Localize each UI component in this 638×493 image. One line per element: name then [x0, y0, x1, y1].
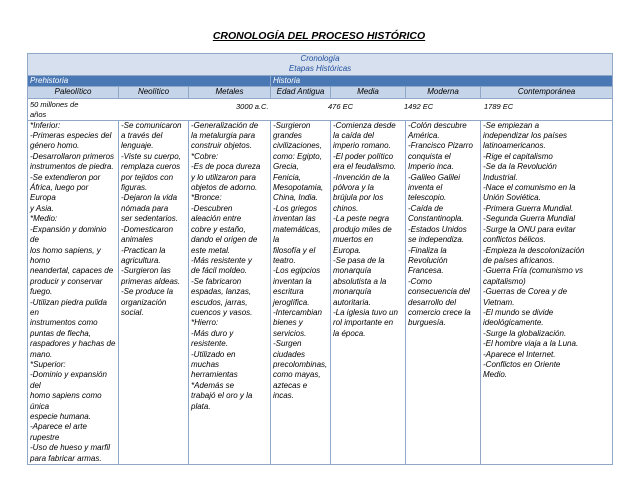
- list-item: telescopio.: [408, 193, 447, 203]
- list-item: Revolución: [408, 255, 448, 265]
- list-item: -Se produce la: [121, 287, 174, 297]
- list-item: animales: [121, 235, 154, 245]
- list-item: -Finaliza la: [408, 245, 447, 255]
- list-item: filosofía y el: [273, 245, 316, 255]
- list-item: *Inferior:: [30, 120, 61, 130]
- column-moderna: [406, 120, 481, 464]
- list-item: *Cobre:: [191, 151, 219, 161]
- list-item: -Se empiezan a: [483, 120, 540, 130]
- period-contemporanea: Contemporánea: [481, 87, 613, 98]
- list-item: -Rige el capitalismo: [483, 151, 553, 161]
- list-item: pólvora y la: [333, 183, 374, 193]
- list-item: -Colón descubre: [408, 120, 467, 130]
- list-item: servicios.: [273, 328, 307, 338]
- date-start: 50 millones de años: [30, 99, 79, 120]
- list-item: a través del: [121, 131, 163, 141]
- era-prehistoria: Prehistoria: [28, 75, 271, 86]
- list-item: de fácil moldeo.: [191, 266, 248, 276]
- list-item: -La iglesia tuvo un: [333, 307, 398, 317]
- list-item: organización: [121, 297, 167, 307]
- list-item: -Descubren: [191, 203, 233, 213]
- list-item: *Bronce:: [191, 193, 222, 203]
- list-item: género homo.: [30, 141, 80, 151]
- list-item: inventan las: [273, 214, 316, 224]
- list-item: resistente.: [191, 339, 228, 349]
- period-paleolitico: Paleolítico: [28, 87, 119, 98]
- list-item: -Uso de hueso y marfil: [30, 443, 111, 453]
- list-item: -Más duro y: [191, 328, 234, 338]
- list-item: América.: [408, 131, 440, 141]
- list-item: monarquía: [333, 287, 372, 297]
- list-item: conflictos bélicos.: [483, 235, 546, 245]
- list-item: era el feudalismo.: [333, 162, 397, 172]
- list-item: Mesopotamia,: [273, 183, 324, 193]
- list-item: brújula por los: [333, 193, 384, 203]
- list-item: absolutista a la: [333, 276, 387, 286]
- list-item: -Caída de: [408, 203, 444, 213]
- list-item: -Es de poca dureza: [191, 162, 261, 172]
- list-item: como: Egipto,: [273, 151, 322, 161]
- list-item: nómada para: [121, 203, 169, 213]
- list-item: -Domesticaron: [121, 224, 174, 234]
- list-item: grandes: [273, 131, 302, 141]
- list-item: la caída del: [333, 131, 374, 141]
- list-item: Francesa.: [408, 266, 444, 276]
- list-item: la metalurgia para: [191, 131, 256, 141]
- list-item: -Se comunicaron: [121, 120, 182, 130]
- list-item: construir objetos.: [191, 141, 252, 151]
- list-item: especie humana.: [30, 412, 91, 421]
- list-item: producir y conservar: [30, 276, 103, 286]
- list-item: los homo sapiens, y homo: [30, 245, 101, 265]
- table-header: [28, 54, 613, 76]
- list-item: raspadores y hachas de: [30, 339, 116, 349]
- column-edad-antigua: [271, 120, 331, 464]
- list-item: -Más resistente y: [191, 255, 252, 265]
- list-item: -Nace el comunismo en la: [483, 183, 576, 193]
- chronology-table: [27, 53, 613, 465]
- document-title: CRONOLOGÍA DEL PROCESO HISTÓRICO: [212, 30, 426, 42]
- list-item: -Primera Guerra Mundial.: [483, 203, 574, 213]
- list-item: ideológicamente.: [483, 318, 544, 328]
- list-item: dando el origen de: [191, 235, 258, 245]
- list-item: rol importante en: [333, 318, 394, 328]
- list-item: -Empieza la descolonización: [483, 245, 585, 255]
- column-neolitico: [119, 120, 189, 464]
- list-item: instrumentos como: [30, 318, 98, 328]
- list-item: comercio crece la: [408, 307, 471, 317]
- list-item: Europa.: [333, 245, 362, 255]
- list-item: inventa el: [408, 183, 443, 193]
- list-item: -El mundo se divide: [483, 307, 554, 317]
- list-item: figuras.: [121, 183, 148, 193]
- list-item: conquista el: [408, 151, 451, 161]
- header-line-1: Cronología: [300, 54, 340, 63]
- list-item: mano.: [30, 349, 53, 359]
- date-1492: 1492 EC: [404, 101, 434, 111]
- list-item: *Superior:: [30, 359, 66, 369]
- list-item: -Estados Unidos: [408, 224, 467, 234]
- list-item: -Generalización de: [191, 120, 259, 130]
- list-item: -Utilizado en: [191, 349, 236, 359]
- list-item: remplaza cueros: [121, 162, 181, 172]
- list-item: por tejidos con: [121, 172, 174, 182]
- list-item: -Galileo Galilei: [408, 172, 461, 182]
- list-item: plata.: [191, 401, 211, 411]
- list-item: -Surge la globalización.: [483, 328, 567, 338]
- list-item: produjo miles de: [333, 224, 392, 234]
- list-item: -Dominio y expansión del: [30, 370, 107, 390]
- list-item: chinos.: [333, 203, 359, 213]
- header-line-2: Etapas Históricas: [288, 64, 352, 74]
- list-item: bienes y: [273, 318, 303, 328]
- list-item: muchas: [191, 359, 220, 369]
- date-476: 476 EC: [328, 101, 354, 111]
- list-item: -Primeras especies del: [30, 131, 112, 141]
- list-item: -Los griegos: [273, 203, 318, 213]
- list-item: -Aparece el arte rupestre: [30, 422, 87, 442]
- period-media: Media: [331, 87, 406, 98]
- list-item: -Se extendieron por: [30, 172, 101, 182]
- list-item: este metal.: [191, 245, 231, 255]
- period-edad-antigua: Edad Antigua: [271, 87, 331, 98]
- list-item: África, luego por Europa: [30, 183, 89, 203]
- list-item: escritura: [273, 287, 304, 297]
- list-item: independizar los países: [483, 131, 568, 141]
- list-item: espadas, lanzas,: [191, 287, 252, 297]
- period-moderna: Moderna: [406, 87, 481, 98]
- list-item: -Surgieron: [273, 120, 311, 130]
- list-item: -El hombre viaja a la Luna.: [483, 339, 579, 349]
- list-item: trabajó el oro y la: [191, 391, 253, 401]
- list-item: *Además se: [191, 380, 235, 390]
- list-item: jeroglífica.: [273, 297, 310, 307]
- list-item: aztecas e incas.: [273, 380, 308, 401]
- list-item: cobre y estaño,: [191, 224, 246, 234]
- list-item: de países africanos.: [483, 255, 555, 265]
- list-item: -Viste su cuerpo,: [121, 151, 181, 161]
- list-item: *Hierro:: [191, 318, 219, 328]
- list-item: -Surge la ONU para evitar: [483, 224, 576, 234]
- list-item: como mayas,: [273, 370, 321, 380]
- list-item: -Como: [408, 276, 433, 286]
- timeline-dates: [28, 98, 613, 120]
- list-item: Grecia, Fenicia,: [273, 162, 302, 182]
- list-item: consecuencia del: [408, 287, 470, 297]
- list-item: herramientas: [191, 370, 238, 380]
- list-item: -El poder político: [333, 151, 394, 161]
- list-item: civilizaciones,: [273, 141, 322, 151]
- list-item: y lo utilizaron para: [191, 172, 256, 182]
- list-item: objetos de adorno.: [191, 183, 258, 193]
- list-item: matemáticas, la: [273, 224, 321, 245]
- list-item: imperio romano.: [333, 141, 391, 151]
- date-1789: 1789 EC: [484, 101, 514, 111]
- list-item: ciudades: [273, 349, 306, 359]
- list-item: -Se fabricaron: [191, 276, 242, 286]
- list-item: -Guerra Fría (comunismo vs: [483, 266, 584, 276]
- column-media: [331, 120, 406, 464]
- column-contemporanea: [481, 120, 613, 464]
- list-item: latinoamericanos.: [483, 141, 546, 151]
- list-item: China, India.: [273, 193, 318, 203]
- list-item: desarrollo del: [408, 297, 457, 307]
- list-item: primeras aldeas.: [121, 276, 181, 286]
- list-item: -Aparece el Internet.: [483, 349, 556, 359]
- list-item: puntas de flecha,: [30, 328, 91, 338]
- list-item: neandertal, capaces de: [30, 266, 114, 276]
- list-item: se independiza.: [408, 235, 465, 245]
- list-item: fuego.: [30, 287, 53, 297]
- list-item: capitalismo): [483, 276, 526, 286]
- list-item: escudos, jarras,: [191, 297, 248, 307]
- column-metales: [189, 120, 271, 464]
- list-item: -Dejaron la vida: [121, 193, 178, 203]
- list-item: y Asia.: [30, 203, 54, 213]
- list-item: homo sapiens como única: [30, 391, 102, 411]
- list-item: Medio.: [483, 370, 508, 380]
- list-item: social.: [121, 307, 144, 317]
- list-item: -Los egipcios: [273, 266, 321, 276]
- list-item: ser sedentarios.: [121, 214, 178, 224]
- list-item: inventan la: [273, 276, 312, 286]
- column-paleolitico: [28, 120, 119, 464]
- list-item: Industrial.: [483, 172, 518, 182]
- list-item: -Segunda Guerra Mundial: [483, 214, 576, 224]
- list-item: cuencos y vasos.: [191, 307, 253, 317]
- list-item: precolombinas,: [273, 359, 328, 369]
- list-item: -Utilizan piedra pulida en: [30, 297, 107, 317]
- date-3000-ac: 3000 a.C.: [236, 101, 269, 111]
- era-historia: Historia: [271, 75, 613, 86]
- list-item: burguesía.: [408, 318, 446, 328]
- list-item: teatro.: [273, 255, 296, 265]
- period-neolitico: Neolítico: [119, 87, 189, 98]
- list-item: Vietnam.: [483, 297, 515, 307]
- list-item: autoritaria.: [333, 297, 371, 307]
- list-item: Constantinopla.: [408, 214, 464, 224]
- list-item: lenguaje.: [121, 141, 154, 151]
- list-item: -Guerras de Corea y de: [483, 287, 568, 297]
- list-item: -Practican la: [121, 245, 166, 255]
- list-item: -Intercambian: [273, 307, 322, 317]
- list-item: -Comienza desde: [333, 120, 396, 130]
- list-item: -Surgen: [273, 339, 302, 349]
- list-item: -Expansión y dominio de: [30, 224, 107, 245]
- list-item: -La peste negra: [333, 214, 390, 224]
- list-item: muertos en: [333, 235, 374, 245]
- list-item: -Francisco Pizarro: [408, 141, 473, 151]
- period-metales: Metales: [189, 87, 271, 98]
- list-item: -Surgieron las: [121, 266, 171, 276]
- list-item: -Conflictos en Oriente: [483, 359, 561, 369]
- list-item: Imperio inca.: [408, 162, 454, 172]
- list-item: agricultura.: [121, 255, 161, 265]
- list-item: *Medio:: [30, 214, 58, 224]
- list-item: Unión Soviética.: [483, 193, 541, 203]
- list-item: para fabricar armas.: [30, 453, 102, 463]
- list-item: aleación entre: [191, 214, 242, 224]
- list-item: -Invención de la: [333, 172, 390, 182]
- list-item: -Desarrollaron primeros: [30, 151, 115, 161]
- list-item: la época.: [333, 328, 366, 338]
- list-item: -Se pasa de la: [333, 255, 385, 265]
- list-item: -Se da la Revolución: [483, 162, 557, 172]
- list-item: monarquía: [333, 266, 372, 276]
- list-item: instrumentos de piedra.: [30, 162, 114, 172]
